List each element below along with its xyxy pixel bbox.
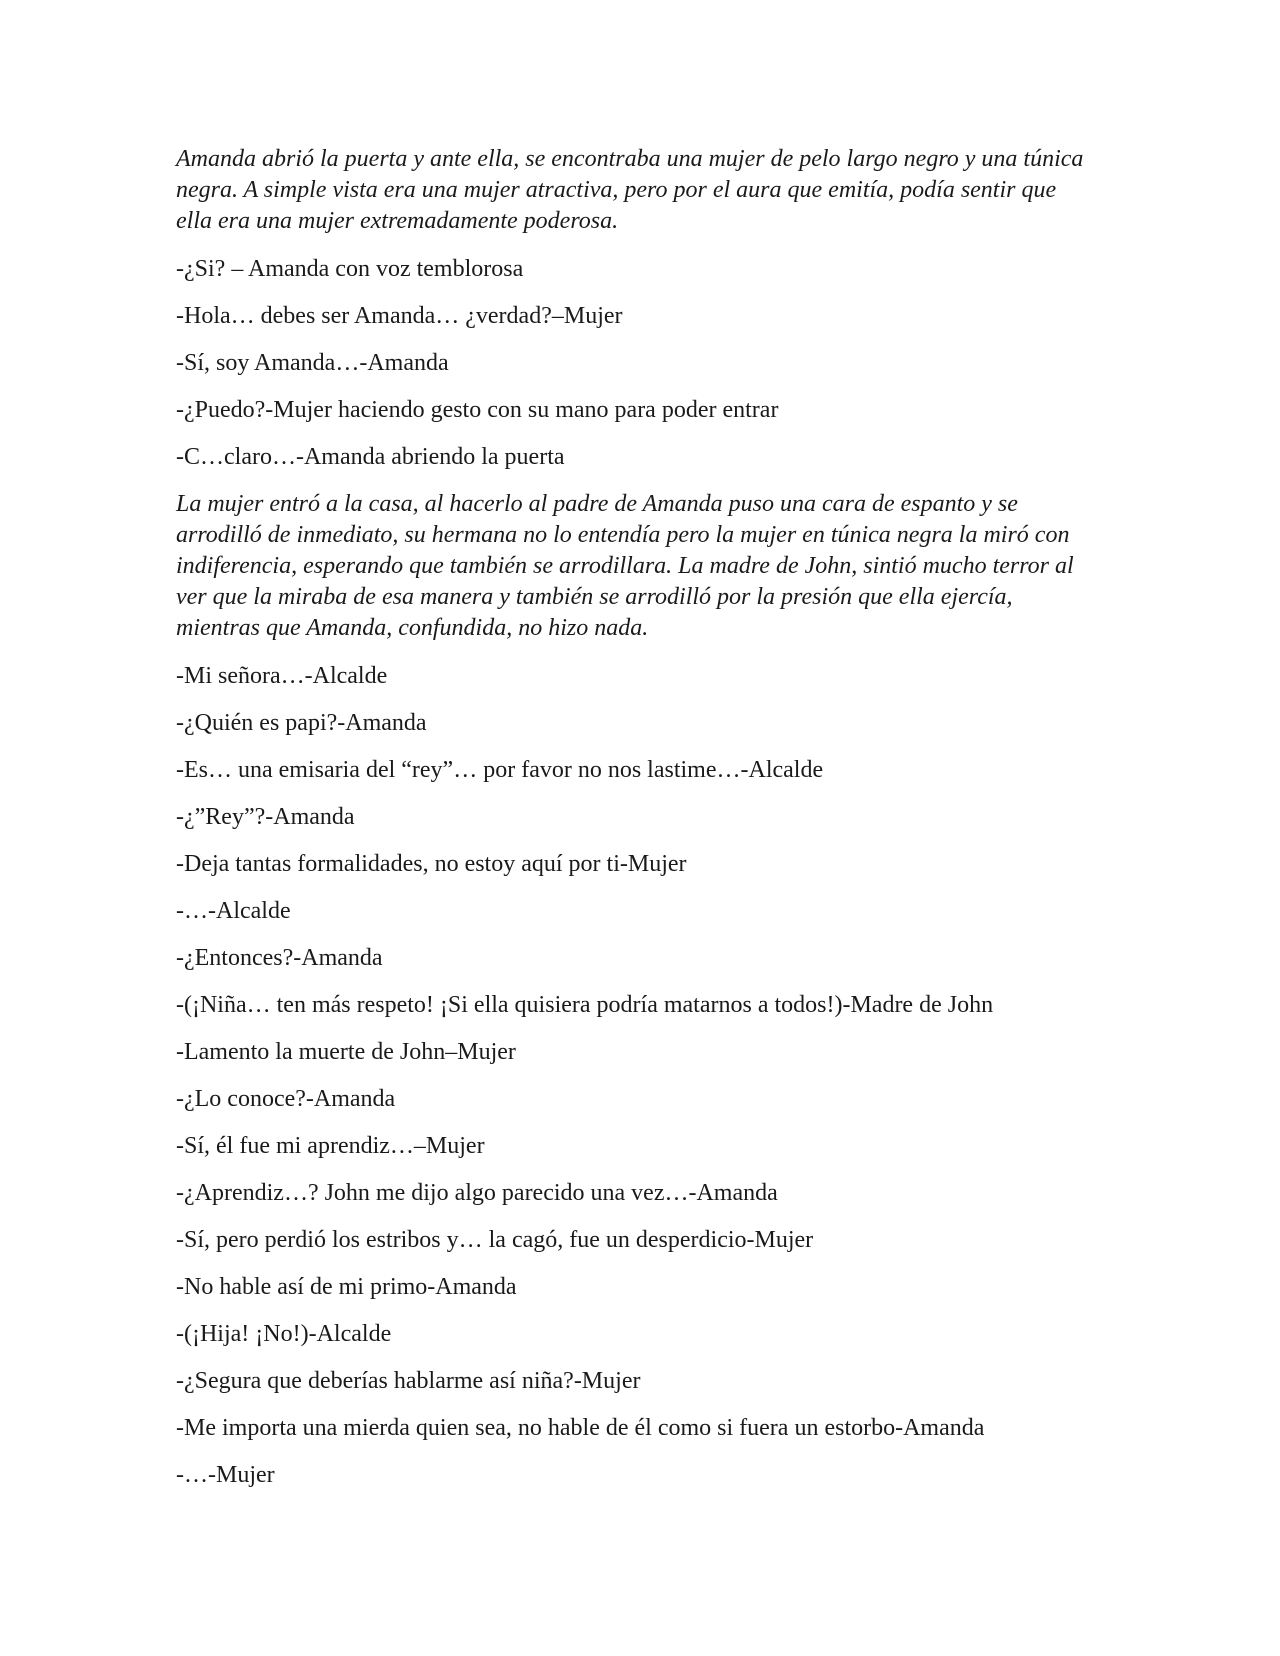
narration-paragraph: Amanda abrió la puerta y ante ella, se encontraba una mujer de pelo largo negro y una túnica negra. A simple vista era una mujer atractiva, pero por el aura que emitía, podía sentir que ella era una mujer extremadamente poderosa. xyxy=(176,146,1084,234)
dialogue-line: -¿Si? – Amanda con voz temblorosa xyxy=(176,256,524,282)
dialogue-line: -Me importa una mierda quien sea, no hable de él como si fuera un estorbo-Amanda xyxy=(176,1415,985,1441)
dialogue-line: -¿Puedo?-Mujer haciendo gesto con su mano para poder entrar xyxy=(176,397,779,423)
dialogue-line: -Mi señora…-Alcalde xyxy=(176,663,388,689)
dialogue-line: -Lamento la muerte de John–Mujer xyxy=(176,1039,516,1065)
dialogue-line: -¿Quién es papi?-Amanda xyxy=(176,710,427,736)
document-body xyxy=(176,144,1092,1507)
dialogue-line: -Sí, pero perdió los estribos y… la cagó, fue un desperdicio-Mujer xyxy=(176,1227,814,1253)
dialogue-line: -Hola… debes ser Amanda… ¿verdad?–Mujer xyxy=(176,303,623,329)
dialogue-line: -(¡Niña… ten más respeto! ¡Si ella quisiera podría matarnos a todos!)-Madre de John xyxy=(176,992,994,1018)
dialogue-line: -¿Segura que deberías hablarme así niña?-Mujer xyxy=(176,1368,641,1394)
dialogue-line: -Deja tantas formalidades, no estoy aquí por ti-Mujer xyxy=(176,851,687,877)
dialogue-line: -Sí, soy Amanda…-Amanda xyxy=(176,350,449,376)
dialogue-line: -Sí, él fue mi aprendiz…–Mujer xyxy=(176,1133,485,1159)
dialogue-line: -…-Mujer xyxy=(176,1462,275,1488)
dialogue-line: -¿Lo conoce?-Amanda xyxy=(176,1086,396,1112)
dialogue-line: -¿Aprendiz…? John me dijo algo parecido una vez…-Amanda xyxy=(176,1180,778,1206)
dialogue-line: -¿”Rey”?-Amanda xyxy=(176,804,355,830)
dialogue-line: -…-Alcalde xyxy=(176,898,291,924)
dialogue-line: -¿Entonces?-Amanda xyxy=(176,945,383,971)
dialogue-line: -No hable así de mi primo-Amanda xyxy=(176,1274,517,1300)
narration-paragraph: La mujer entró a la casa, al hacerlo al padre de Amanda puso una cara de espanto y se arrodilló de inmediato, su hermana no lo entendía pero la mujer en túnica negra la miró con indiferencia, esperando que también se arrodillara. La madre de John, sintió mucho terror al ver que la miraba de esa manera y también se arrodilló por la presión que ella ejercía, mientras que Amanda, confundida, no hizo nada. xyxy=(176,491,1074,641)
dialogue-line: -(¡Hija! ¡No!)-Alcalde xyxy=(176,1321,392,1347)
dialogue-line: -Es… una emisaria del “rey”… por favor no nos lastime…-Alcalde xyxy=(176,757,824,783)
dialogue-line: -C…claro…-Amanda abriendo la puerta xyxy=(176,444,565,470)
